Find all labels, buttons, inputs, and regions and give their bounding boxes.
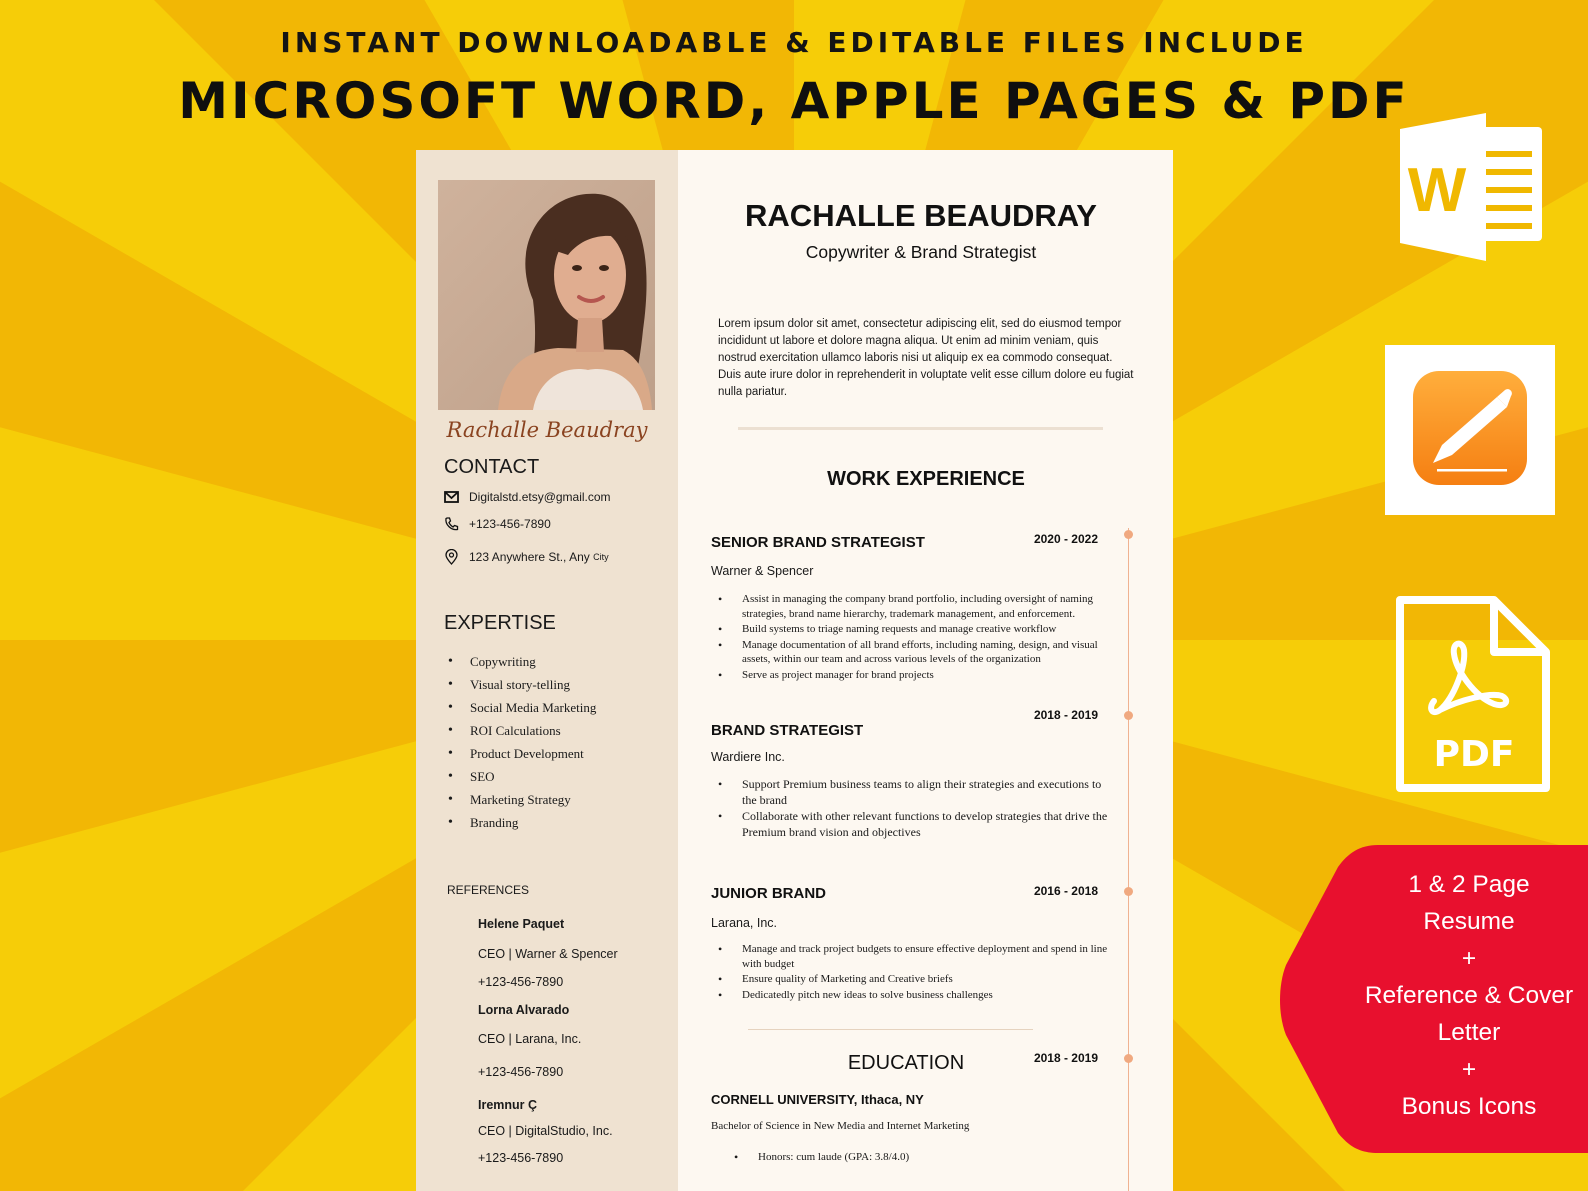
resume-sidebar xyxy=(416,150,678,1191)
timeline-dot xyxy=(1124,711,1133,720)
expertise-item: • Product Development xyxy=(448,742,596,765)
expertise-item: • Copywriting xyxy=(448,650,596,673)
resume-role: Copywriter & Brand Strategist xyxy=(805,242,1037,262)
job-title: JUNIOR BRAND xyxy=(711,885,827,902)
job-bullet: • Support Premium business teams to align their strategies and executions to the brand xyxy=(718,777,1108,808)
badge-line: 1 & 2 Page xyxy=(1408,871,1530,898)
job-bullet: • Manage and track project budgets to ensure effective deployment and spend in line with budget xyxy=(718,942,1108,971)
badge-line: Reference & Cover xyxy=(1364,982,1574,1009)
timeline-dot xyxy=(1124,1054,1133,1063)
profile-photo xyxy=(438,180,655,410)
job-bullet: • Serve as project manager for brand projects xyxy=(718,668,1108,683)
pdf-file-icon xyxy=(1394,596,1554,801)
expertise-list xyxy=(448,650,596,834)
timeline-dot xyxy=(1124,887,1133,896)
reference-name: Lorna Alvarado xyxy=(478,1003,570,1017)
reference-phone: +123-456-7890 xyxy=(478,975,564,989)
contact-address xyxy=(444,549,609,565)
resume-name: RACHALLE BEAUDRAY xyxy=(745,198,1097,233)
job-bullets xyxy=(718,942,1108,1003)
job-bullet: • Ensure quality of Marketing and Creative briefs xyxy=(718,972,1108,987)
header-line-1: INSTANT DOWNLOADABLE & EDITABLE FILES INCLUDE xyxy=(280,26,1308,59)
microsoft-word-icon xyxy=(1400,113,1546,266)
education-bullets xyxy=(734,1150,1124,1166)
reference-title: CEO | Warner & Spencer xyxy=(478,947,618,961)
reference-name: Helene Paquet xyxy=(478,917,565,931)
job-company: Larana, Inc. xyxy=(711,916,778,930)
resume-sheet xyxy=(416,150,1173,1191)
job-company: Wardiere Inc. xyxy=(711,750,785,764)
header-line-2: MICROSOFT WORD, APPLE PAGES & PDF xyxy=(178,72,1410,130)
job-bullet: • Dedicatedly pitch new ideas to solve business challenges xyxy=(718,988,1108,1003)
timeline-dot xyxy=(1124,530,1133,539)
job-date: 2020 - 2022 xyxy=(1033,532,1098,546)
expertise-item: • Visual story-telling xyxy=(448,673,596,696)
reference-name: Iremnur Ç xyxy=(478,1098,538,1112)
timeline-line xyxy=(1128,528,1129,1191)
expertise-item: • SEO xyxy=(448,765,596,788)
job-title: BRAND STRATEGIST xyxy=(711,722,864,739)
education-school: CORNELL UNIVERSITY, Ithaca, NY xyxy=(711,1092,924,1107)
mail-icon xyxy=(444,491,459,503)
job-date: 2018 - 2019 xyxy=(1033,708,1098,722)
pdf-label: PDF xyxy=(1433,734,1515,775)
badge-line: Letter xyxy=(1437,1019,1501,1046)
contact-heading: CONTACT xyxy=(444,456,540,478)
references-heading: REFERENCES xyxy=(447,883,530,897)
resume-main xyxy=(678,150,1173,1191)
address-small-text: City xyxy=(593,552,609,562)
job-bullet: • Manage documentation of all brand efforts, including naming, design, and visual assets, within our team and across various levels of the organization xyxy=(718,638,1108,667)
expertise-item: • ROI Calculations xyxy=(448,719,596,742)
job-bullet: • Assist in managing the company brand portfolio, including oversight of naming strategies, brand name hierarchy, trademark management, and enforcement. xyxy=(718,592,1108,621)
badge-line: + xyxy=(1461,1056,1477,1083)
job-bullet: • Build systems to triage naming requests and manage creative workflow xyxy=(718,622,1108,637)
education-degree: Bachelor of Science in New Media and Internet Marketing xyxy=(711,1120,970,1132)
divider xyxy=(738,427,1103,430)
education-honors: • Honors: cum laude (GPA: 3.8/4.0) xyxy=(734,1150,1124,1165)
reference-title: CEO | DigitalStudio, Inc. xyxy=(478,1124,613,1138)
job-bullet: • Collaborate with other relevant functions to develop strategies that drive the Premium brand vision and objectives xyxy=(718,809,1108,840)
education-heading: EDUCATION xyxy=(847,1052,965,1074)
job-company: Warner & Spencer xyxy=(711,564,814,578)
phone-text: +123-456-7890 xyxy=(469,517,551,531)
badge-text xyxy=(1330,866,1588,1125)
work-experience-heading: WORK EXPERIENCE xyxy=(827,468,1025,490)
reference-phone: +123-456-7890 xyxy=(478,1065,564,1079)
expertise-item: • Branding xyxy=(448,811,596,834)
word-letter: W xyxy=(1407,156,1467,225)
expertise-heading: EXPERTISE xyxy=(444,612,556,634)
location-pin-icon xyxy=(444,549,459,565)
badge-line: Bonus Icons xyxy=(1401,1093,1537,1120)
email-text: Digitalstd.etsy@gmail.com xyxy=(469,490,611,504)
education-date: 2018 - 2019 xyxy=(1033,1051,1098,1065)
apple-pages-icon xyxy=(1385,345,1555,520)
phone-icon xyxy=(444,517,459,531)
job-date: 2016 - 2018 xyxy=(1033,884,1098,898)
job-title: SENIOR BRAND STRATEGIST xyxy=(711,534,925,551)
contact-phone[interactable] xyxy=(444,517,551,531)
badge-line: Resume xyxy=(1423,908,1515,935)
divider xyxy=(748,1029,1033,1030)
expertise-item: • Social Media Marketing xyxy=(448,696,596,719)
signature: Rachalle Beaudray xyxy=(446,418,648,442)
expertise-item: • Marketing Strategy xyxy=(448,788,596,811)
reference-title: CEO | Larana, Inc. xyxy=(478,1032,582,1046)
badge-line: + xyxy=(1461,945,1477,972)
reference-phone: +123-456-7890 xyxy=(478,1151,564,1165)
job-bullets xyxy=(718,777,1108,841)
job-bullets xyxy=(718,592,1108,683)
address-text: 123 Anywhere St., Any xyxy=(469,550,590,564)
resume-summary: Lorem ipsum dolor sit amet, consectetur adipiscing elit, sed do eiusmod tempor incididunt ut labore et dolore magna aliqua. Ut enim ad minim veniam, quis nostrud exercitation ullamco laboris nisi ut aliquip ex ea commodo consequat. Duis aute irure dolor in reprehenderit in voluptate velit esse cillum dolore eu fugiat nulla pariatur. xyxy=(718,318,1134,398)
contact-email[interactable] xyxy=(444,490,611,504)
